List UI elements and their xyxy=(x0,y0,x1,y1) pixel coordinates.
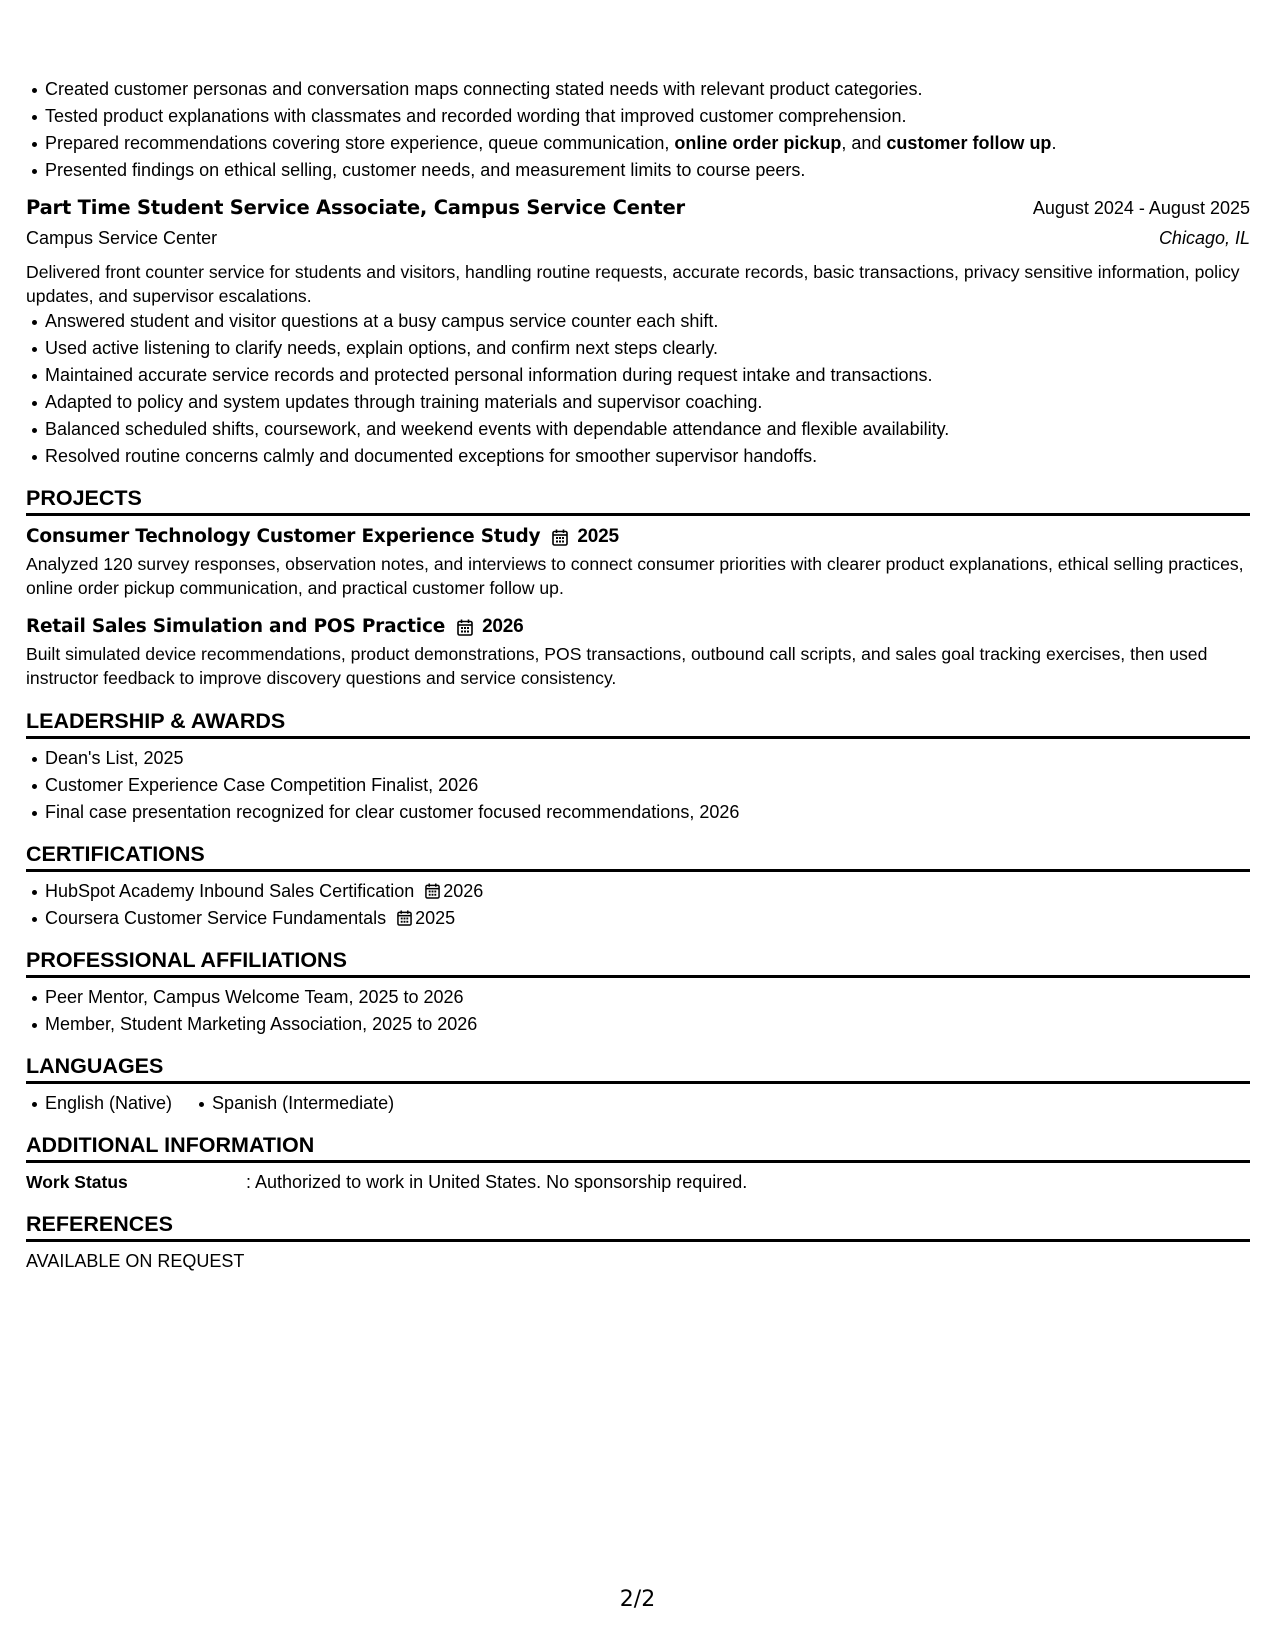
project-description: Built simulated device recommendations, product demonstrations, POS transactions, outbound call scripts, and sales goal tracking exercises, then used instructor feedback to improve discovery questions and service consistency. xyxy=(26,644,1208,688)
list-item: Member, Student Marketing Association, 2025 to 2026 xyxy=(45,1011,1250,1038)
additional-info-section xyxy=(26,1130,1250,1196)
calendar-icon xyxy=(397,910,412,926)
list-item: Dean's List, 2025 xyxy=(45,745,1250,772)
list-item: Resolved routine concerns calmly and documented exceptions for smoother supervisor handoffs. xyxy=(45,443,1250,470)
list-item: Adapted to policy and system updates through training materials and supervisor coaching. xyxy=(45,389,1250,416)
project-year: 2026 xyxy=(482,615,524,637)
job-bullets xyxy=(26,308,1250,470)
references-text: AVAILABLE ON REQUEST xyxy=(26,1251,245,1271)
affiliations-section xyxy=(26,945,1250,1038)
certification-name: Coursera Customer Service Fundamentals xyxy=(45,908,387,928)
language-item: English (Native) xyxy=(45,1090,172,1117)
section-heading: PROJECTS xyxy=(26,483,1250,516)
list-item xyxy=(45,130,1250,157)
list-item: Created customer personas and conversation maps connecting stated needs with relevant product categories. xyxy=(45,76,1250,103)
section-heading: PROFESSIONAL AFFILIATIONS xyxy=(26,945,1250,978)
calendar-icon xyxy=(425,883,440,899)
list-item xyxy=(45,905,1250,932)
job-dates: August 2024 - August 2025 xyxy=(1032,198,1250,218)
section-heading: REFERENCES xyxy=(26,1209,1250,1242)
leadership-section xyxy=(26,706,1250,826)
list-item: Presented findings on ethical selling, customer needs, and measurement limits to course peers. xyxy=(45,157,1250,184)
project-title: Consumer Technology Customer Experience Study xyxy=(26,526,541,548)
language-item: Spanish (Intermediate) xyxy=(212,1090,394,1117)
job-summary: Delivered front counter service for students and visitors, handling routine requests, accurate records, basic transactions, privacy sensitive information, policy updates, and supervisor escalations. xyxy=(26,262,1240,306)
list-item: Maintained accurate service records and protected personal information during request intake and transactions. xyxy=(45,362,1250,389)
job-location: Chicago, IL xyxy=(1158,228,1250,248)
job-title: Part Time Student Service Associate, Campus Service Center xyxy=(26,196,685,219)
list-item: Balanced scheduled shifts, coursework, and weekend events with dependable attendance and flexible availability. xyxy=(45,416,1250,443)
list-item: Used active listening to clarify needs, explain options, and confirm next steps clearly. xyxy=(45,335,1250,362)
list-item: Final case presentation recognized for clear customer focused recommendations, 2026 xyxy=(45,799,1250,826)
list-item: Answered student and visitor questions at a busy campus service counter each shift. xyxy=(45,308,1250,335)
company-name: Campus Service Center xyxy=(26,228,218,248)
list-item xyxy=(45,878,1250,905)
bullet-text: . xyxy=(1051,133,1057,153)
project-description: Analyzed 120 survey responses, observation notes, and interviews to connect consumer priorities with clearer product explanations, ethical selling practices, online order pickup communication, and practical customer follow up. xyxy=(26,554,1244,598)
section-heading: LEADERSHIP & AWARDS xyxy=(26,706,1250,739)
list-item: Tested product explanations with classmates and recorded wording that improved customer comprehension. xyxy=(45,103,1250,130)
section-heading: ADDITIONAL INFORMATION xyxy=(26,1130,1250,1163)
section-heading: LANGUAGES xyxy=(26,1051,1250,1084)
certification-name: HubSpot Academy Inbound Sales Certification xyxy=(45,881,415,901)
list-item: Customer Experience Case Competition Finalist, 2026 xyxy=(45,772,1250,799)
work-status-value: : Authorized to work in United States. No sponsorship required. xyxy=(246,1172,748,1192)
certification-year: 2025 xyxy=(415,908,456,928)
projects-section xyxy=(26,483,1250,690)
bullet-text: , and xyxy=(841,133,887,153)
project-title: Retail Sales Simulation and POS Practice xyxy=(26,616,446,638)
calendar-icon xyxy=(552,529,568,546)
project-title-row xyxy=(26,612,1250,642)
bold-phrase: online order pickup xyxy=(674,133,842,153)
list-item: Peer Mentor, Campus Welcome Team, 2025 to 2026 xyxy=(45,984,1250,1011)
experience-entry xyxy=(26,194,1250,470)
certification-year: 2026 xyxy=(443,881,484,901)
page-number: 2/2 xyxy=(619,1587,656,1612)
bullet-text: Prepared recommendations covering store experience, queue communication, xyxy=(45,133,675,153)
work-status-label: Work Status xyxy=(26,1172,128,1192)
languages-section xyxy=(26,1051,1250,1117)
certifications-section xyxy=(26,839,1250,932)
bold-phrase: customer follow up xyxy=(886,133,1052,153)
references-section xyxy=(26,1209,1250,1275)
project-year: 2025 xyxy=(577,525,619,547)
previous-role-bullets xyxy=(26,76,1250,184)
calendar-icon xyxy=(457,619,473,636)
resume-page xyxy=(26,76,1250,1275)
project-title-row xyxy=(26,522,1250,552)
section-heading: CERTIFICATIONS xyxy=(26,839,1250,872)
